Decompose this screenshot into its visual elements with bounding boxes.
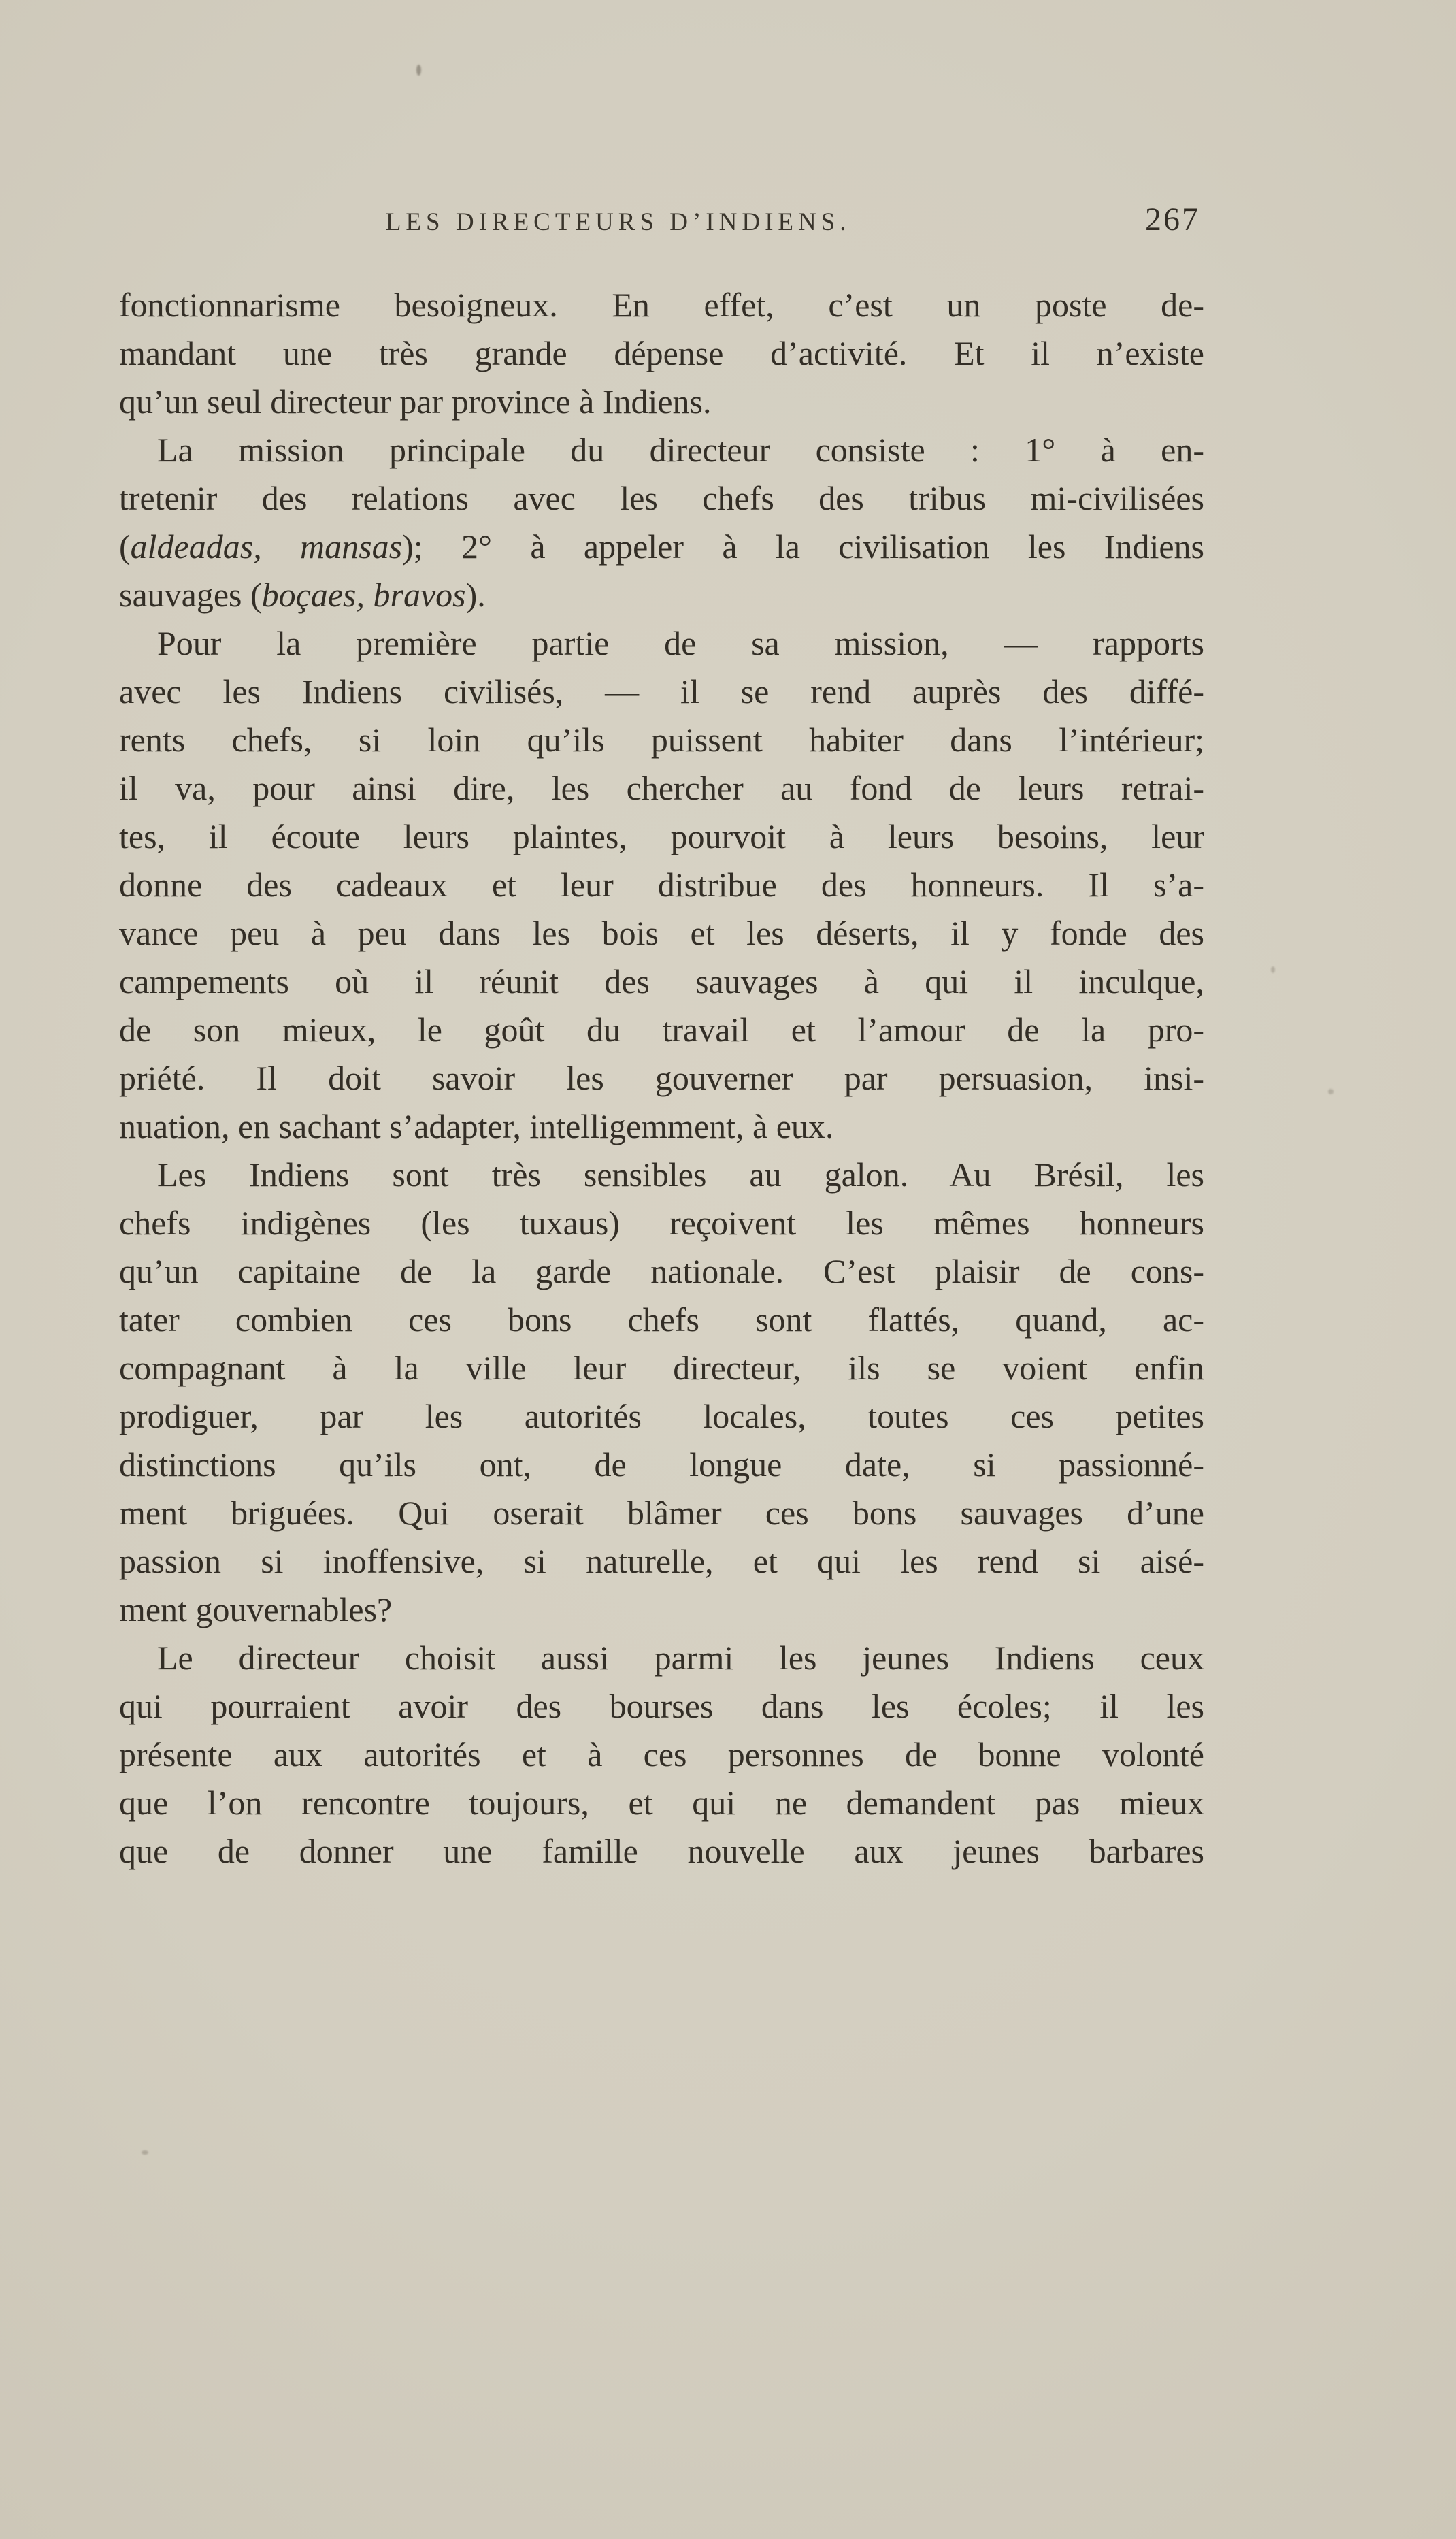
text-segment: que de donner une famille nouvelle aux jeunes barbares [119,1832,1204,1870]
running-title: LES DIRECTEURS D’INDIENS. [385,208,851,236]
italic-text: boçaes, bravos [261,576,466,614]
text-segment: ment gouvernables? [119,1590,393,1628]
text-line [119,1006,1204,1054]
text-segment: compagnant à la ville leur directeur, ils se voient enfin [119,1349,1204,1387]
text-line [119,716,1204,764]
text-line [119,1634,1204,1682]
page-number: 267 [1145,201,1200,237]
text-segment: que l’on rencontre toujours, et qui ne demandent pas mieux [119,1784,1204,1822]
text-line [119,909,1204,957]
text-segment: vance peu à peu dans les bois et les déserts, il y fonde des [119,914,1204,952]
text-line [119,1344,1204,1392]
text-line [119,1586,1204,1634]
text-line [119,1392,1204,1441]
text-segment: qu’un seul directeur par province à Indiens. [119,382,712,421]
page-header [119,201,1204,257]
text-line [119,1296,1204,1344]
text-line [119,1102,1204,1151]
paper-speck [416,65,421,76]
paper-speck [1271,966,1275,973]
paper-speck [1328,1089,1334,1094]
text-line [119,861,1204,909]
text-segment: ). [465,576,486,614]
text-line [119,1731,1204,1779]
text-segment: tretenir des relations avec les chefs des tribus mi-civilisées [119,479,1204,517]
text-line [119,1054,1204,1102]
text-segment: ); 2° à appeler à la civilisation les Indiens [402,527,1204,566]
text-line [119,1199,1204,1247]
text-line [119,474,1204,523]
text-line [119,1537,1204,1586]
text-segment: avec les Indiens civilisés, — il se rend auprès des diffé- [119,672,1204,710]
text-segment: tater combien ces bons chefs sont flattés, quand, ac- [119,1300,1204,1339]
text-line [119,281,1204,329]
text-line [119,1247,1204,1296]
text-line [119,426,1204,474]
text-segment: il va, pour ainsi dire, les chercher au fond de leurs retrai- [119,769,1204,807]
text-segment: La mission principale du directeur consiste : 1° à en- [157,431,1204,469]
paragraph [119,281,1204,426]
text-line [119,571,1204,619]
paragraph [119,619,1204,1151]
text-line [119,523,1204,571]
text-line [119,813,1204,861]
text-segment: présente aux autorités et à ces personnes de bonne volonté [119,1735,1204,1773]
text-segment: campements où il réunit des sauvages à qui il inculque, [119,962,1204,1000]
text-segment: prodiguer, par les autorités locales, toutes ces petites [119,1397,1204,1435]
text-line [119,378,1204,426]
text-segment: sauvages ( [119,576,262,614]
text-line [119,764,1204,813]
text-segment: passion si inoffensive, si naturelle, et qui les rend si aisé- [119,1542,1204,1580]
text-segment: rents chefs, si loin qu’ils puissent habiter dans l’intérieur; [119,721,1204,759]
text-segment: qu’un capitaine de la garde nationale. C’est plaisir de cons- [119,1252,1204,1290]
paper-speck [142,2150,148,2155]
text-line [119,1779,1204,1827]
text-line [119,1441,1204,1489]
paragraph [119,426,1204,619]
text-segment: Le directeur choisit aussi parmi les jeunes Indiens ceux [157,1639,1204,1677]
page-content [119,201,1204,1875]
text-segment: mandant une très grande dépense d’activité. Et il n’existe [119,334,1204,372]
text-segment: chefs indigènes (les tuxaus) reçoivent les mêmes honneurs [119,1204,1204,1242]
text-line [119,1489,1204,1537]
text-segment: priété. Il doit savoir les gouverner par persuasion, insi- [119,1059,1204,1097]
text-segment: tes, il écoute leurs plaintes, pourvoit à leurs besoins, leur [119,817,1204,855]
text-segment: ( [119,527,131,566]
text-line [119,1151,1204,1199]
text-segment: ment briguées. Qui oserait blâmer ces bons sauvages d’une [119,1494,1204,1532]
text-line [119,329,1204,378]
text-line [119,1682,1204,1731]
text-segment: Les Indiens sont très sensibles au galon. Au Brésil, les [157,1156,1204,1194]
paragraph [119,1151,1204,1634]
text-line [119,668,1204,716]
italic-text: aldeadas, mansas [130,527,403,566]
text-line [119,619,1204,668]
text-segment: distinctions qu’ils ont, de longue date, si passionné- [119,1445,1204,1484]
text-segment: fonctionnarisme besoigneux. En effet, c’est un poste de- [119,286,1204,324]
text-segment: qui pourraient avoir des bourses dans les écoles; il les [119,1687,1204,1725]
text-segment: nuation, en sachant s’adapter, intelligemment, à eux. [119,1107,834,1145]
text-line [119,957,1204,1006]
text-segment: de son mieux, le goût du travail et l’amour de la pro- [119,1011,1204,1049]
body-text [119,281,1204,1875]
paragraph [119,1634,1204,1875]
text-line [119,1827,1204,1875]
text-segment: donne des cadeaux et leur distribue des honneurs. Il s’a- [119,866,1204,904]
text-segment: Pour la première partie de sa mission, — rapports [157,624,1204,662]
